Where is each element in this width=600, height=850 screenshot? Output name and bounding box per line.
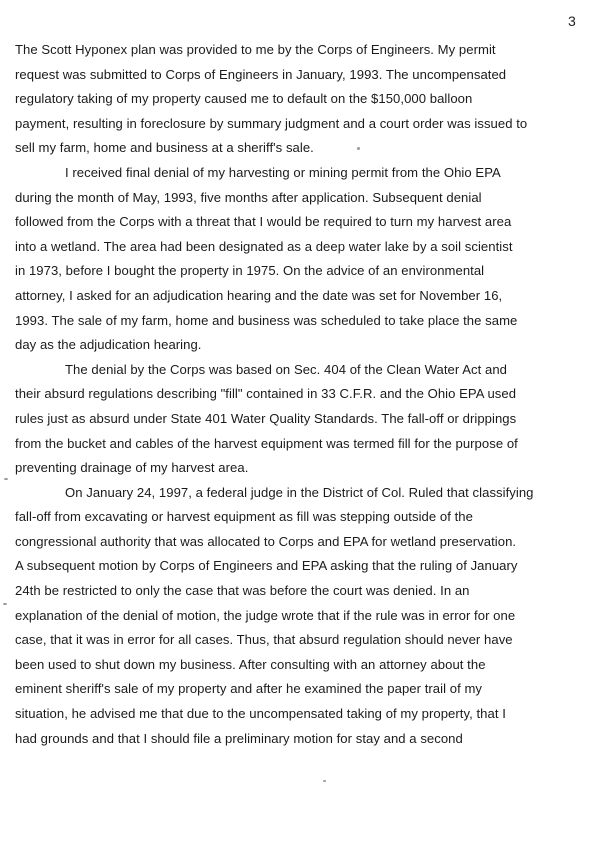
scan-speck: [3, 603, 7, 605]
text-line: congressional authority that was allocated to Corps and EPA for wetland preservation.: [15, 533, 517, 549]
scan-speck: [323, 780, 326, 782]
paragraph-first-line: On January 24, 1997, a federal judge in the District of Col. Ruled that classifying: [65, 484, 534, 500]
page-number: 3: [568, 13, 576, 29]
scan-speck: [4, 478, 8, 480]
text-line: preventing drainage of my harvest area.: [15, 460, 249, 476]
text-line: during the month of May, 1993, five months after application. Subsequent denial: [15, 189, 482, 205]
text-line: been used to shut down my business. After consulting with an attorney about the: [15, 656, 486, 672]
text-line: into a wetland. The area had been designated as a deep water lake by a soil scientist: [15, 238, 513, 254]
text-line: A subsequent motion by Corps of Engineers and EPA asking that the ruling of January: [15, 558, 518, 574]
text-line: case, that it was in error for all cases. Thus, that absurd regulation should never have: [15, 632, 513, 648]
body-text: [15, 38, 595, 751]
text-line: regulatory taking of my property caused me to default on the $150,000 balloon: [15, 91, 473, 107]
text-line: their absurd regulations describing "fill" contained in 33 C.F.R. and the Ohio EPA used: [15, 386, 517, 402]
text-line: 1993. The sale of my farm, home and business was scheduled to take place the same: [15, 312, 518, 328]
text-line: had grounds and that I should file a preliminary motion for stay and a second: [15, 730, 463, 746]
text-line: The Scott Hyponex plan was provided to me by the Corps of Engineers. My permit: [15, 42, 496, 57]
text-line: day as the adjudication hearing.: [15, 337, 202, 353]
text-line: explanation of the denial of motion, the judge wrote that if the rule was in error for one: [15, 607, 516, 623]
paragraph-first-line: The denial by the Corps was based on Sec. 404 of the Clean Water Act and: [65, 361, 508, 377]
text-line: request was submitted to Corps of Engineers in January, 1993. The uncompensated: [15, 66, 507, 82]
text-line: eminent sheriff's sale of my property and after he examined the paper trail of my: [15, 681, 483, 697]
text-line: from the bucket and cables of the harvest equipment was termed fill for the purpose of: [15, 435, 518, 451]
text-line: 24th be restricted to only the case that was before the court was denied. In an: [15, 583, 470, 599]
text-line: situation, he advised me that due to the uncompensated taking of my property, that I: [15, 706, 506, 722]
paragraph-first-line: I received final denial of my harvesting or mining permit from the Ohio EPA: [65, 164, 501, 180]
text-line: fall-off from excavating or harvest equipment as fill was stepping outside of the: [15, 509, 473, 525]
text-line: attorney, I asked for an adjudication hearing and the date was set for November 16,: [15, 287, 503, 303]
text-line: in 1973, before I bought the property in 1975. On the advice of an environmental: [15, 263, 485, 279]
text-line: payment, resulting in foreclosure by summary judgment and a court order was issued to: [15, 115, 528, 131]
text-line: followed from the Corps with a threat that I would be required to turn my harvest area: [15, 214, 512, 230]
text-line: rules just as absurd under State 401 Water Quality Standards. The fall-off or drippings: [15, 410, 517, 426]
text-line: sell my farm, home and business at a sheriff's sale.: [15, 140, 314, 156]
